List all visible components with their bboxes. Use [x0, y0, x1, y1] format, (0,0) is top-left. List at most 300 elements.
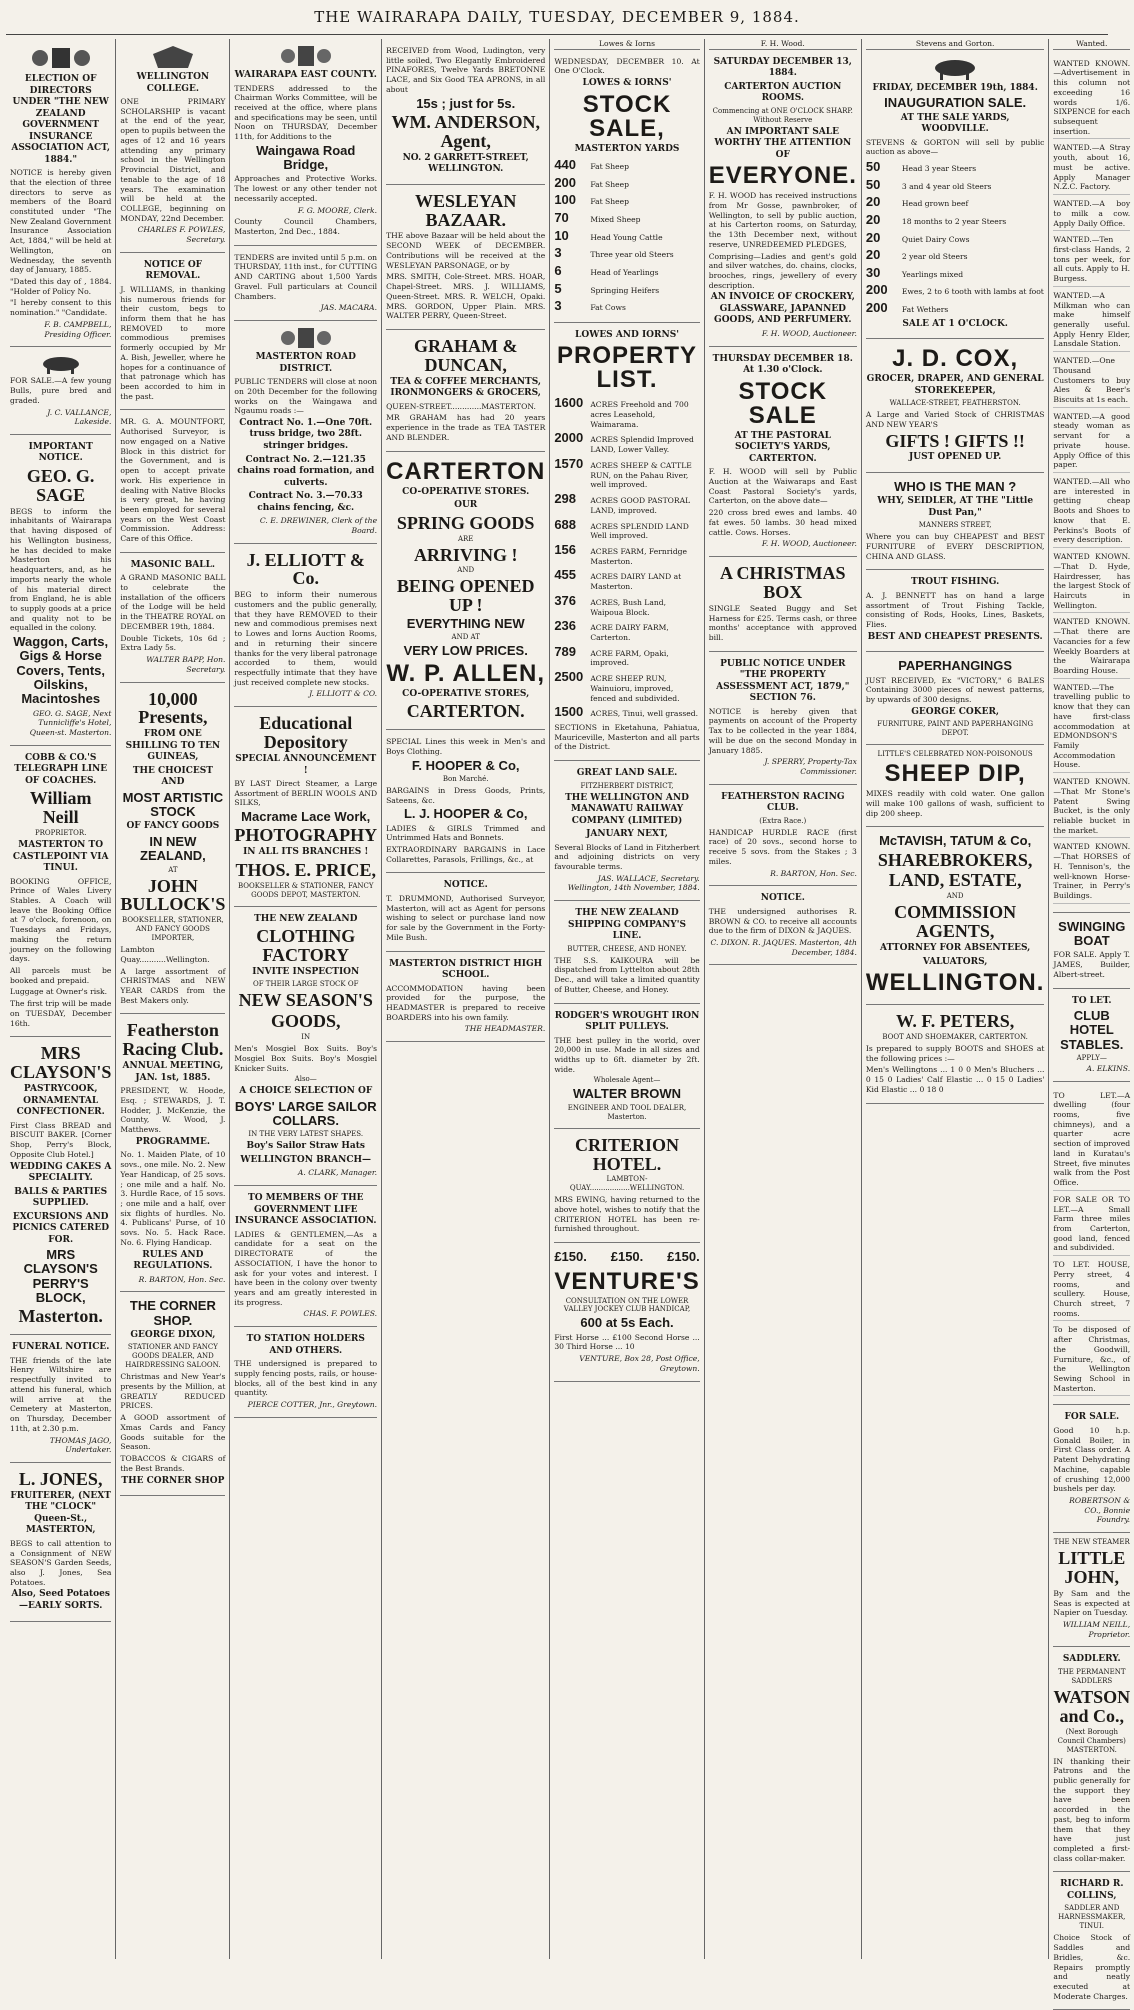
pulleys-ad — [554, 1004, 699, 1129]
let-apply: APPLY— — [1076, 1053, 1107, 1062]
elliott-signature: J. ELLIOTT & CO. — [309, 689, 378, 699]
lot-number: 440 — [554, 157, 577, 173]
govt-insurance-letter — [234, 1186, 377, 1327]
auction-list: Comprising—Ladies and gent's gold and silver watches, do. chains, clocks, brooches, rings, jewellery of every description. — [708, 251, 857, 290]
venture-prices — [554, 1248, 699, 1266]
pastoral-date: THURSDAY DECEMBER 18. At 1.30 o'Clock. — [712, 353, 853, 376]
stations-signature: PIERCE COTTER, Jnr., Greytown. — [247, 1400, 378, 1410]
mctavish-sub-6: VALUATORS, — [922, 956, 988, 967]
bullock-address: Lambton Quay...........Wellington. — [120, 945, 210, 964]
boat-sub: By Sam and the Seas is expected at Napier on Tuesday. — [1053, 1588, 1131, 1618]
removal-notice — [120, 253, 225, 411]
bullock-presents — [120, 683, 225, 1015]
wanted-item: WANTED.—The travelling public to know that they can have first-class accommodation at EDMONDSON'S Family Accommodation House. — [1053, 681, 1130, 773]
pastoral-signature: F. H. WOOD, Auctioneer. — [761, 539, 857, 549]
lot-row — [866, 230, 1045, 247]
funeral-signature: THOMAS JAGO, Undertaker. — [49, 1435, 112, 1455]
sheepdip-title: LITTLE'S CELEBRATED NON-POISONOUS — [877, 750, 1033, 759]
road-heading: MASTERTON ROAD DISTRICT. — [255, 352, 356, 374]
sage-notice — [10, 435, 111, 746]
presents-title: 10,000 Presents, — [138, 688, 208, 728]
auction-everyone: EVERYONE. — [708, 162, 857, 190]
fishing-body: A. J. BENNETT has on hand a large assortment of Trout Fishing Tackle, consisting of Rods, Hooks, Lines, Baskets, Flies. — [865, 590, 1045, 630]
lot-description: ACRES, Tinui, well grassed. — [590, 709, 699, 719]
venture-price-2: £150. — [610, 1249, 644, 1265]
bull-icon — [37, 352, 85, 374]
clothing-line-2: CLOTHING FACTORY — [256, 926, 356, 966]
cox-name: J. D. COX, — [892, 345, 1019, 373]
columns — [6, 39, 1131, 2001]
lot-number: 70 — [554, 210, 569, 226]
clayson-block: MRS CLAYSON'S PERRY'S BLOCK, — [23, 1247, 98, 1306]
mctavish-sub-2: LAND, ESTATE, — [888, 870, 1022, 891]
carterton-l6: BEING OPENED UP ! — [396, 576, 535, 616]
column-7 — [862, 39, 1050, 1959]
govt-signature: CHAS. F. POWLES. — [303, 1309, 378, 1319]
cobb-title: COBB & CO.'S TELEGRAPH LINE OF COACHES. — [14, 752, 108, 786]
lot-description: ACRE SHEEP RUN, Wainuioru, improved, fenced and subdivided. — [590, 674, 680, 703]
removal-body: J. WILLIAMS, in thanking his numerous friends for their custom, begs to inform them that he has REMOVED to more commodious premises formerly occupied by Mr A. Bish, Jeweller, where he hopes for a continuance of that patronage which has been accorded to him in the past. — [120, 284, 226, 401]
clayson-sub: PASTRYCOOK, ORNAMENTAL CONFECTIONER. — [16, 1084, 105, 1118]
stock-place: MASTERTON YARDS — [574, 143, 680, 154]
clothing-straw: Boy's Sailor Straw Hats — [246, 1141, 365, 1152]
column-3 — [230, 39, 382, 1959]
lot-description: ACRES SPLENDID LAND Well improved. — [590, 521, 689, 541]
lot-number: 200 — [865, 282, 888, 298]
lot-number: 1570 — [554, 455, 584, 471]
masonic-tickets: Double Tickets, 10s 6d ; Extra Lady 5s. — [120, 633, 226, 653]
clothing-address: WELLINGTON BRANCH— — [240, 1154, 372, 1165]
auction-place: CARTERTON AUCTION ROOMS. — [724, 81, 842, 104]
jones-sub: FRUITERER, (NEXT THE "CLOCK" Queen-St., MASTERTON, — [10, 1490, 111, 1536]
criterion-body: MRS EWING, having returned to the above hotel, wishes to notify that the CRITERION HOTEL has been re-furnished throughout. — [554, 1195, 700, 1234]
wanted-item: WANTED.—A boy to milk a cow. Apply Daily Office. — [1053, 197, 1130, 231]
lot-row — [554, 517, 699, 541]
lot-description: Head Young Cattle — [590, 232, 663, 242]
lowes-stock-sale — [554, 50, 699, 323]
lot-description: 2 year old Steers — [901, 252, 968, 262]
hooper-body-2: BARGAINS in Dress Goods, Prints, Sateens, &c. — [386, 785, 546, 805]
presents-line-5: AT — [168, 865, 178, 874]
wanted-item: WANTED.—A Milkman who can make himself generally useful. Apply Henry Elder, Lansdale Station. — [1053, 289, 1130, 352]
shipping-title: THE NEW ZEALAND SHIPPING COMPANY'S LINE. — [568, 908, 686, 942]
lot-number: 156 — [554, 541, 577, 557]
lot-row — [866, 177, 1045, 194]
collins-name: RICHARD R. COLLINS, — [1060, 1879, 1124, 1901]
lot-row — [554, 395, 699, 429]
venture-prizes: First Horse ... £100 Second Horse ... 30 Third Horse ... 10 — [554, 1332, 700, 1352]
lot-description: Fat Sheep — [590, 197, 630, 207]
lot-number: 789 — [554, 643, 577, 659]
lot-number: 10 — [554, 227, 569, 243]
house-notice: TO LET. HOUSE, Perry street, 4 rooms, and scullery. House, Church street, 7 rooms. — [1053, 1258, 1130, 1321]
collins-sub: SADDLER AND HARNESSMAKER, TINUI. — [1058, 1904, 1126, 1931]
saddlery-sub: THE PERMANENT SADDLERS — [1058, 1668, 1126, 1685]
wanted-header: Wanted. — [1053, 39, 1130, 50]
cox-sub: GROCER, DRAPER, AND GENERAL STOREKEEPER, — [866, 374, 1044, 396]
drummond-body: T. DRUMMOND, Authorised Surveyor, Masterton, will act as Agent for persons wishing to select or purchase land now for sale by the Government in the Forty-Mile Bush. — [386, 893, 546, 942]
coat-of-arms-icon — [26, 44, 96, 72]
clothing-also: Also— — [294, 1075, 317, 1084]
pulleys-sub: ENGINEER AND TOOL DEALER, Masterton. — [567, 1103, 687, 1121]
landsale-signature: JAS. WALLACE, Secretary. Wellington, 14th November, 1884. — [567, 873, 700, 893]
racing-programme: PROGRAMME. — [135, 1136, 210, 1147]
graham-address: QUEEN-STREET.............MASTERTON. — [386, 401, 536, 411]
lot-description: Fat Wethers — [901, 305, 949, 314]
shipping-company — [554, 901, 699, 1003]
mctavish-name: McTAVISH, TATUM & Co, — [879, 833, 1032, 849]
inauguration-date: FRIDAY, DECEMBER 19th, 1884. — [872, 82, 1038, 93]
peters-ad — [866, 1005, 1045, 1103]
cobb-role: PROPRIETOR. — [34, 829, 87, 838]
funeral-body: THE friends of the late Henry Wiltshire are respectfully invited to attend his funeral, which will arrive at the Cemetery at Masterton, on Thursday, December 11th, at 2.30 p.m. — [10, 1355, 112, 1433]
foundry-sale — [1053, 1405, 1130, 1533]
high-school — [386, 952, 545, 1043]
college-heading: WELLINGTON COLLEGE. — [136, 72, 210, 94]
mctavish-sub-5: ATTORNEY FOR ABSENTEES, — [880, 943, 1031, 954]
lot-row — [866, 282, 1045, 299]
wood-header: F. H. Wood. — [709, 39, 857, 50]
mctavish-sub-4: COMMISSION AGENTS, — [894, 902, 1017, 942]
lot-number: 376 — [554, 592, 577, 608]
extra-race-signature: R. BARTON, Hon. Sec. — [770, 868, 857, 878]
carterton-l3: ARE — [457, 534, 474, 543]
masonic-signature: WALTER BAPP, Hon. Secretary. — [146, 655, 226, 674]
stock-date: WEDNESDAY, DECEMBER 10. At One O'Clock. — [554, 56, 700, 76]
wanted-item: WANTED.—One Thousand Customers to buy Ales & Beer's Biscuits at 1s each. — [1053, 354, 1130, 408]
property-title: PROPERTY LIST. — [557, 342, 698, 394]
lot-row — [866, 300, 1045, 317]
mctavish-town: WELLINGTON. — [865, 969, 1045, 997]
peters-sub: BOOT AND SHOEMAKER, CARTERTON. — [882, 1033, 1028, 1042]
stock-firm: LOWES & IORNS' — [582, 78, 672, 89]
boat-name: LITTLE JOHN, — [1058, 1548, 1126, 1587]
depository-lace: Macrame Lace Work, — [241, 809, 371, 825]
property-list — [554, 323, 699, 761]
cox-tail: JUST OPENED UP. — [909, 452, 1002, 463]
hooper-sub: Bon Marché. — [442, 774, 489, 783]
sage-signature: GEO. G. SAGE, Next Tunnicliffe's Hotel, Queen-st. Masterton. — [29, 708, 112, 738]
clothing-line-6: GOODS, — [270, 1011, 341, 1032]
auction-reserve: Without Reserve — [753, 115, 813, 124]
allen-town: CARTERTON. — [406, 701, 525, 722]
trout-fishing — [866, 570, 1045, 652]
corner-line: A GOOD assortment of Xmas Cards and Fancy Goods suitable for the Season. — [120, 1413, 226, 1452]
venture-shares: 600 at 5s Each. — [580, 1315, 674, 1331]
stock-title: STOCK SALE, — [582, 90, 672, 142]
gravel-tender — [234, 246, 377, 321]
clothing-line-7: IN — [301, 1033, 311, 1042]
lot-number: 20 — [865, 211, 881, 227]
sage-name: GEO. G. SAGE — [26, 465, 95, 505]
carterton-stores — [386, 452, 545, 730]
venture-consultation — [554, 1243, 699, 1381]
lot-row — [554, 157, 699, 174]
mctavish-sub-3: AND — [946, 892, 964, 901]
bullock-sub: BOOKSELLER, STATIONER, AND FANCY GOODS IMPORTER, — [122, 916, 224, 943]
lot-description: Three year old Steers — [590, 250, 674, 260]
lot-description: Head of Yearlings — [590, 267, 659, 277]
road-signature: C. E. DREWINER, Clerk of the Board. — [259, 516, 378, 535]
swinging-boat — [1053, 913, 1130, 989]
pulleys-title: RODGER'S WROUGHT IRON SPLIT PULLEYS. — [554, 1010, 700, 1033]
auction-body: F. H. WOOD has received instructions from Mr Gosse, pawnbroker, of Wellington, to sell by public auction, at his Carterton rooms, on Saturday, the 13th December next, without reserve, UNREDEEMED PLEDGES, — [708, 191, 857, 249]
lot-description: Fat Cows — [590, 303, 626, 313]
seidler-address: MANNERS STREET, — [918, 521, 992, 530]
lot-number: 3 — [554, 298, 562, 314]
lot-row — [866, 265, 1045, 282]
bullock-note: A large assortment of CHRISTMAS and NEW YEAR CARDS from the Best Makers only. — [120, 966, 226, 1005]
gravel-signature: JAS. MACARA. — [320, 303, 378, 313]
educational-depository — [234, 707, 377, 906]
crest-icon — [276, 44, 336, 68]
dixon-body: THE undersigned authorises R. BROWN & CO. to receive all accounts due to the firm of DIXON & JAQUES. — [708, 906, 857, 936]
hooper-body-4: EXTRAORDINARY BARGAINS in Lace Collarettes, Parasols, Frillings, &c., at — [386, 844, 546, 864]
school-title: MASTERTON DISTRICT HIGH SCHOOL. — [389, 958, 543, 981]
stevens-header: Stevens and Gorton. — [866, 39, 1045, 50]
allen-name: W. P. ALLEN, — [386, 659, 546, 687]
pulleys-name: WALTER BROWN — [572, 1086, 682, 1102]
lot-row — [554, 263, 699, 280]
clothing-factory — [234, 907, 377, 1186]
lot-number: 236 — [554, 618, 577, 634]
presents-line-2: MOST ARTISTIC STOCK — [122, 789, 224, 820]
stations-heading: TO STATION HOLDERS AND OTHERS. — [246, 1334, 365, 1356]
stock-lot-list — [554, 157, 699, 315]
lot-description: ACRES Splendid Improved LAND, Lower Valley. — [590, 435, 694, 455]
lot-description: ACRES DAIRY LAND at Masterton. — [590, 572, 682, 592]
lot-row — [554, 430, 699, 454]
landsale-body: Several Blocks of Land in Fitzherbert and adjoining districts on very favourable terms. — [554, 842, 700, 872]
column-8 — [1049, 39, 1134, 2001]
lot-number: 455 — [554, 567, 577, 583]
paper-sub: FURNITURE, PAINT AND PAPERHANGING DEPOT. — [877, 720, 1034, 738]
surveyor-body: MR. G. A. MOUNTFORT, Authorised Surveyor, is now engaged on a Native Block in this district for the Government, and is open to accept private work. His experience in dealing with Native Blocks is very great, he having been employed for several years on the West Coast Commission. Address: Care of this Office. — [120, 417, 226, 544]
wanted-item: WANTED.—A good steady woman as servant for a private house. Apply Office of this paper. — [1053, 410, 1130, 473]
price-sub: BOOKSELLER & STATIONER, FANCY GOODS DEPOT, MASTERTON. — [237, 881, 374, 899]
removal-heading: NOTICE OF REMOVAL. — [143, 259, 203, 282]
fishing-best: BEST AND CHEAPEST PRESENTS. — [867, 631, 1043, 642]
featherston-racing — [120, 1014, 225, 1292]
extra-race-sub: (Extra Race.) — [759, 816, 807, 825]
clothing-line-5: NEW SEASON'S — [238, 990, 373, 1011]
swing-body: FOR SALE. Apply T. JAMES, Builder, Albert-street. — [1053, 950, 1131, 979]
pastoral-items: 220 cross bred ewes and lambs. 40 fat ewes. 50 lambs. 30 head mixed cattle. Cows. Horses. — [708, 508, 857, 537]
seidler-body: WHY, SEIDLER, AT THE "Little Dust Pan," — [877, 496, 1034, 518]
clothing-line-1: THE NEW ZEALAND — [254, 913, 358, 924]
lot-row — [554, 210, 699, 227]
lot-description: ACRE FARM, Opaki, improved. — [590, 648, 669, 668]
lot-row — [554, 618, 699, 642]
depository-special: SPECIAL ANNOUNCEMENT ! — [235, 753, 377, 776]
lot-number: 30 — [865, 264, 881, 280]
landsale-company: THE WELLINGTON AND MANAWATU RAILWAY COMPANY (LIMITED) — [565, 792, 689, 826]
saddlery-title: SADDLERY. — [1062, 1654, 1121, 1665]
depository-body: BY LAST Direct Steamer, a Large Assortment of BERLIN WOOLS AND SILKS, — [234, 779, 378, 808]
saddlery-ad — [1053, 1647, 1130, 1872]
forsale-body: Good 10 h.p. Gonald Boiler, in First Class order. A Patent Dehydrating Machine, capable of crushing 12,000 bushels per day. — [1053, 1425, 1131, 1494]
property-lot-list — [554, 395, 699, 721]
lot-description: 18 months to 2 year Steers — [901, 216, 1007, 226]
lot-description: ACRES, Bush Land, Waipoua Block. — [590, 597, 667, 617]
lot-row — [554, 542, 699, 566]
drummond-notice — [386, 873, 545, 951]
corner-name: GEORGE DIXON, — [130, 1329, 216, 1340]
lot-number: 5 — [554, 280, 562, 296]
racing-date: ANNUAL MEETING, JAN. 1st, 1885. — [122, 1061, 224, 1083]
pulleys-agent: Wholesale Agent— — [593, 1076, 661, 1085]
lot-row — [866, 247, 1045, 264]
wanted-item: WANTED KNOWN.—That there are Vacancies for a few Weekly Boarders at the Wairarapa Boarding House. — [1053, 615, 1130, 678]
tender-heading: WAIRARAPA EAST COUNTY. — [234, 70, 377, 80]
lot-number: 1600 — [554, 395, 584, 411]
cox-address: WALLACE-STREET, FEATHERSTON. — [889, 399, 1021, 408]
boat-body: THE NEW STEAMER — [1053, 1538, 1130, 1547]
lot-row — [554, 593, 699, 617]
corner-footer: THE CORNER SHOP — [121, 1475, 225, 1486]
bulls-sale-text: FOR SALE.—A few young Bulls, pure bred and graded. — [10, 376, 112, 405]
cobb-route: MASTERTON TO CASTLEPOINT VIA TINUI. — [12, 840, 109, 874]
tax-signature: J. SPERRY, Property-Tax Commissioner. — [764, 757, 857, 777]
lot-row — [554, 491, 699, 515]
clothing-signature: A. CLARK, Manager. — [297, 1168, 378, 1178]
funeral-notice — [10, 1335, 111, 1463]
depository-title: Educational Depository — [259, 713, 353, 753]
house-notice: FOR SALE OR TO LET.—A Small Farm three miles from Carterton, good land, fenced and subdivided. — [1053, 1193, 1130, 1256]
featherston-extra-race — [709, 785, 857, 887]
venture-price-3: £150. — [667, 1249, 700, 1265]
road-contract-1: Contract No. 1.—One 70ft. truss bridge, two 28ft. stringer bridges. — [239, 417, 373, 451]
election-title: ELECTION OF DIRECTORS UNDER "THE NEW ZEALAND GOVERNMENT INSURANCE ASSOCIATION ACT, 1884." — [11, 74, 110, 165]
wanted-item: WANTED KNOWN.—That HORSES of H. Tennison's, the well-known Horse-Trainer, in Perry's Buildings. — [1053, 840, 1130, 903]
sheepdip-big: SHEEP DIP, — [884, 760, 1026, 788]
lot-number: 20 — [865, 247, 881, 263]
jones-body: BEGS to call attention to a Consignment of NEW SEASON'S Garden Seeds, also J. Jones, Sea Potatoes. — [10, 1538, 112, 1587]
paperhangings — [866, 652, 1045, 745]
auction-signature: F. H. WOOD, Auctioneer. — [761, 328, 857, 338]
cobb-first-trip: The first trip will be made on TUESDAY, December 16th. — [10, 999, 112, 1028]
lot-number: 200 — [554, 174, 577, 190]
lot-row — [554, 192, 699, 209]
racing-body: No. 1. Maiden Plate, of 10 sovs., one mile. No. 2. New Year Handicap, of 25 sovs. ; one mile and a half. No. 3. Hurdle Race, of 15 sovs. ; one mile and a half, over six flights of hurdles. No. 4. Publicans' Purse, of 10 sovs. No. 5. Hack Race. No. 6. Flying Handicap. — [120, 1150, 226, 1247]
tax-body: NOTICE is hereby given that payments on account of the Property Tax to be collected in the year 1884, will be due on the second Monday in January 1885. — [708, 706, 857, 755]
inauguration-title: INAUGURATION SALE. — [884, 95, 1027, 111]
dixon-notice — [709, 886, 857, 965]
masonic-heading: MASONIC BALL. — [130, 559, 216, 570]
peters-prices: Men's Wellingtons ... 1 0 0 Men's Bluchers ... 0 15 0 Ladies' Calf Elastic ... 0 15 0 Ladies' Kid Elastic ... 0 18 0 — [865, 1065, 1045, 1094]
govt-body: LADIES & GENTLEMEN,—As a candidate for a seat on the DIRECTORATE of the ASSOCIATION, I have the honor to ask for your votes and interest. I have been in the colony over twenty years and am greatly interested in its progress. — [234, 1229, 378, 1307]
swing-title: SWINGING BOAT — [1058, 918, 1126, 949]
college-body: ONE PRIMARY SCHOLARSHIP is vacant at the end of the year, open to pupils between the ages of 12 and 16 years attending any primary school in the Wellington Provincial District, and tenable to the age of 18 years. The examination will be held at the COLLEGE, beginning on MONDAY, 22nd December. — [120, 97, 226, 223]
saddlery-note: (Next Borough Council Chambers) MASTERTON. — [1057, 1727, 1126, 1754]
houses-list — [1053, 1082, 1130, 1406]
column-2 — [116, 39, 230, 1959]
wanted-list — [1053, 50, 1130, 913]
anderson-ad — [386, 39, 545, 185]
let-title: TO LET. — [1072, 995, 1112, 1006]
lot-number: 3 — [554, 245, 562, 261]
jones-name: L. JONES, — [18, 1468, 103, 1489]
lot-description: ACRES GOOD PASTORAL LAND, improved. — [590, 496, 691, 515]
carterton-l5: AND — [457, 566, 475, 575]
cox-body: A Large and Varied Stock of CHRISTMAS AND NEW YEAR'S — [865, 410, 1045, 429]
anderson-address: NO. 2 GARRETT-STREET, WELLINGTON. — [402, 152, 529, 175]
election-signature: F. B. CAMPBELL, Presiding Officer. — [44, 319, 112, 339]
carterton-l7: EVERYTHING NEW — [406, 616, 525, 632]
lot-number: 688 — [554, 516, 577, 532]
gravel-body: TENDERS are invited until 5 p.m. on THURSDAY, 11th inst., for CUTTING AND CARTING about 1,500 Yards Gravel. Full particulars at Council Chambers. — [234, 252, 378, 301]
mctavish-ad — [866, 827, 1045, 1005]
clothing-line-4: OF THEIR LARGE STOCK OF — [252, 980, 359, 989]
wanted-item: WANTED KNOWN.—Advertisement in this column not exceeding 16 words 1/6. SIXPENCE for each subsequent insertion. — [1053, 57, 1130, 140]
lot-description: Head grown beef — [901, 199, 969, 209]
house-notice: TO LET.—A dwelling (four rooms, five chimneys), and a quarter acre section of improved land in Kuratau's Street, five minutes walk from the Post Office. — [1053, 1089, 1130, 1191]
lot-number: 6 — [554, 262, 562, 278]
elliott-body: BEG to inform their numerous customers and the public generally, that they have REMOVED to their new and commodious premises next to Lowes and Iorns Auction Rooms, and in returning their sincere thanks for the very liberal patronage accorded to them, would respectfully intimate that they have just received complete new stocks. — [234, 590, 378, 687]
seidler-tail: Where you can buy CHEAPEST and BEST FURNITURE of EVERY DESCRIPTION, CHINA AND GLASS. — [865, 532, 1045, 561]
forsale-signature: ROBERTSON & CO., Bonnie Foundry. — [1069, 1496, 1131, 1525]
election-form-2: "I hereby consent to this nomination." "Candidate. — [10, 298, 112, 318]
venture-title: VENTURE'S — [554, 1267, 700, 1295]
criterion-title: CRITERION HOTEL. — [575, 1134, 680, 1174]
club-hotel-stables — [1053, 989, 1130, 1082]
saddlery-body: IN thanking their Patrons and the public generally for the support they have been accorded in the past, beg to inform them that they have just completed a first-class collar-maker. — [1053, 1756, 1131, 1863]
lowes-header: Lowes & Iorns — [554, 39, 699, 50]
tender-bridge: Waingawa Road Bridge, — [256, 142, 356, 173]
christmas-box — [709, 557, 857, 652]
masthead: THE WAIRARAPA DAILY, TUESDAY, DECEMBER 9, 1884. — [6, 0, 1108, 35]
paper-title: PAPERHANGINGS — [898, 658, 1013, 674]
stations-body: THE undersigned is prepared to supply fencing posts, rails, or house-blocks, all of the best kind in any quantity. — [234, 1359, 378, 1398]
lot-row — [554, 456, 699, 490]
landsale-sub: FITZHERBERT DISTRICT, — [580, 781, 674, 790]
hooper-body-1: SPECIAL Lines this week in Men's and Boys Clothing. — [386, 737, 546, 756]
tax-title: PUBLIC NOTICE UNDER "THE PROPERTY ASSESSMENT ACT, 1879," SECTION 76. — [716, 658, 850, 704]
graham-body: MR GRAHAM has had 20 years experience in the trade as TEA TASTER AND BLENDER. — [386, 413, 546, 442]
waingawa-tender — [234, 39, 377, 246]
lot-number: 50 — [865, 176, 881, 192]
wesleyan-bazaar — [386, 185, 545, 330]
lot-row — [554, 567, 699, 591]
bulls-sale — [10, 347, 111, 435]
lot-description: ACRES Freehold and 700 acres Leasehold, Waimarama. — [590, 400, 689, 429]
fishing-title: TROUT FISHING. — [911, 577, 1000, 588]
wanted-item: WANTED.—Ten first-class Hands, 2 tons per week, for all cuts. Apply to H. Burgess. — [1053, 233, 1130, 287]
bazaar-body: THE above Bazaar will be held about the SECOND WEEK of DECEMBER. Contributions will be received at the WESLEYAN PARSONAGE, or by — [386, 231, 546, 270]
xmasbox-title: A CHRISTMAS BOX — [720, 563, 846, 602]
cobb-body: BOOKING OFFICE, Prince of Wales Livery Stables. A Coach will leave the Booking Office at 7 o'clock, forenoon, on Tuesdays and Fridays, making the return journey on the following days. — [10, 876, 112, 964]
tender-office: County Council Chambers, Masterton, 2nd Dec., 1884. — [234, 217, 378, 237]
college-signature: CHARLES F. POWLES, Secretary. — [137, 225, 226, 245]
sage-heading: IMPORTANT NOTICE. — [28, 441, 93, 464]
shipping-sub: BUTTER, CHEESE, AND HONEY. — [567, 944, 687, 953]
clayson-name: MRS CLAYSON'S — [10, 1043, 112, 1083]
criterion-place: LAMBTON-QUAY..................WELLINGTON. — [569, 1175, 685, 1193]
road-contract-3: Contract No. 3.—70.33 chains fencing, &c. — [248, 491, 363, 513]
lot-row — [554, 228, 699, 245]
lot-number: 2000 — [554, 430, 584, 446]
dixon-heading: NOTICE. — [760, 893, 805, 904]
hooper-name: F. HOOPER & Co, — [411, 757, 520, 773]
wanted-item: WANTED KNOWN.—That Mr Stone's Patent Swing Bucket, is the only reliable bucket in the market. — [1053, 775, 1130, 838]
bulls-sale-name: J. C. VALLANCE, Lakeside. — [47, 407, 112, 427]
carterton-sub: CO-OPERATIVE STORES. — [402, 486, 530, 497]
lot-description: ACRE DAIRY FARM, Carterton. — [590, 623, 669, 642]
presents-line-4: IN NEW ZEALAND, — [140, 833, 206, 864]
collins-body: Choice Stock of Saddles and Bridles, &c. Repairs promptly and neatly executed at Moderate Charges. — [1053, 1933, 1131, 2001]
lot-row — [866, 194, 1045, 211]
govt-heading: TO MEMBERS OF THE GOVERNMENT LIFE INSURANCE ASSOCIATION. — [234, 1193, 377, 1227]
